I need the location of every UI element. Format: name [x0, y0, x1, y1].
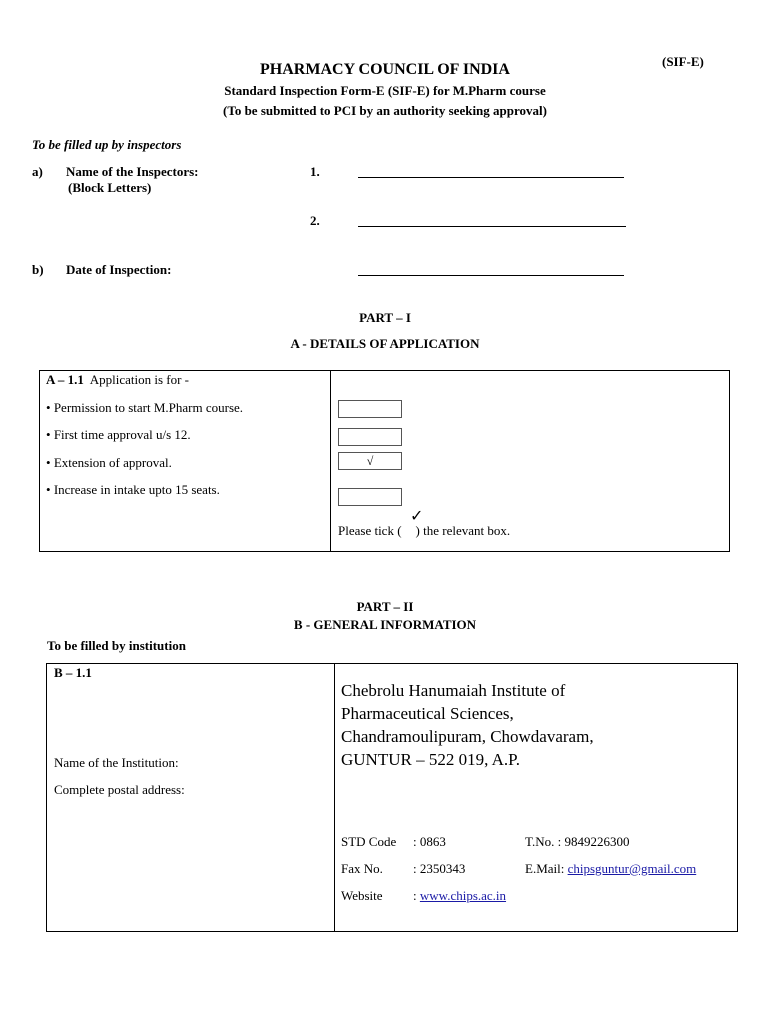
email-row [525, 861, 696, 877]
institution-name-line: Pharmaceutical Sciences, [341, 704, 514, 723]
option-row: • First time approval u/s 12. [46, 427, 191, 442]
fax-label: Fax No. [341, 861, 383, 876]
fax-value: : 2350343 [413, 861, 466, 876]
inspector-2-field[interactable] [358, 226, 626, 227]
postal-address-label: Complete postal address: [54, 782, 185, 797]
filled-by-institution-label: To be filled by institution [47, 638, 186, 653]
part1-subheading: A - DETAILS OF APPLICATION [290, 336, 480, 351]
institution-table-divider [334, 663, 335, 932]
tick-mark-icon: ✓ [410, 508, 424, 525]
form-code: (SIF-E) [662, 54, 704, 69]
tick-instruction-end: ) the relevant box. [415, 523, 511, 538]
website-link[interactable]: www.chips.ac.in [419, 888, 507, 903]
a11-row-header [46, 372, 189, 388]
inspector-1-number: 1. [310, 164, 320, 179]
option-checkbox[interactable] [338, 488, 402, 506]
website-label: Website [341, 888, 383, 903]
std-code-label: STD Code [341, 834, 397, 849]
email-label: E.Mail: [525, 861, 568, 876]
inspector-2-number: 2. [310, 213, 320, 228]
institution-name-label: Name of the Institution: [54, 755, 179, 770]
tick-instruction [338, 523, 510, 539]
option-label: Extension of approval. [53, 455, 172, 470]
a11-label: Application is for - [89, 372, 190, 387]
part1-heading: PART – I [359, 310, 411, 325]
form-subtitle: Standard Inspection Form-E (SIF-E) for M.Pharm course [224, 83, 546, 98]
submission-note: (To be submitted to PCI by an authority seeking approval) [223, 103, 547, 118]
option-row: • Extension of approval. [46, 455, 172, 470]
institution-name-line: Chebrolu Hanumaiah Institute of [341, 681, 566, 700]
inspectors-section-label: To be filled up by inspectors [32, 137, 182, 152]
telephone-number: T.No. : 9849226300 [525, 834, 630, 849]
website-prefix: : [413, 888, 420, 903]
option-row: • Permission to start M.Pharm course. [46, 400, 244, 415]
part2-subheading: B - GENERAL INFORMATION [293, 617, 477, 632]
option-label: Permission to start M.Pharm course. [53, 400, 244, 415]
inspection-date-label: Date of Inspection: [66, 262, 172, 277]
tick-instruction-start: Please tick ( [338, 523, 402, 538]
inspector-1-field[interactable] [358, 177, 624, 178]
institution-address-line: Chandramoulipuram, Chowdavaram, [341, 727, 594, 746]
option-label: Increase in intake upto 15 seats. [53, 482, 220, 497]
option-label: First time approval u/s 12. [53, 427, 191, 442]
item-b-marker: b) [32, 262, 44, 277]
inspectors-name-label: Name of the Inspectors: [66, 164, 199, 179]
a11-code: A – 1.1 [46, 372, 84, 387]
institution-address-line: GUNTUR – 522 019, A.P. [341, 750, 520, 769]
b11-code: B – 1.1 [54, 665, 92, 680]
option-row: • Increase in intake upto 15 seats. [46, 482, 220, 497]
page-title: PHARMACY COUNCIL OF INDIA [260, 61, 510, 78]
block-letters-label: (Block Letters) [68, 180, 152, 195]
option-checkbox[interactable] [338, 428, 402, 446]
inspection-date-field[interactable] [358, 275, 624, 276]
website-row [413, 888, 506, 904]
item-a-marker: a) [32, 164, 43, 179]
email-link[interactable]: chipsguntur@gmail.com [567, 861, 697, 876]
std-code-value: : 0863 [413, 834, 446, 849]
part2-heading: PART – II [356, 599, 414, 614]
option-checkbox[interactable] [338, 400, 402, 418]
application-table-divider [330, 370, 331, 552]
option-checkbox[interactable]: √ [338, 452, 402, 470]
